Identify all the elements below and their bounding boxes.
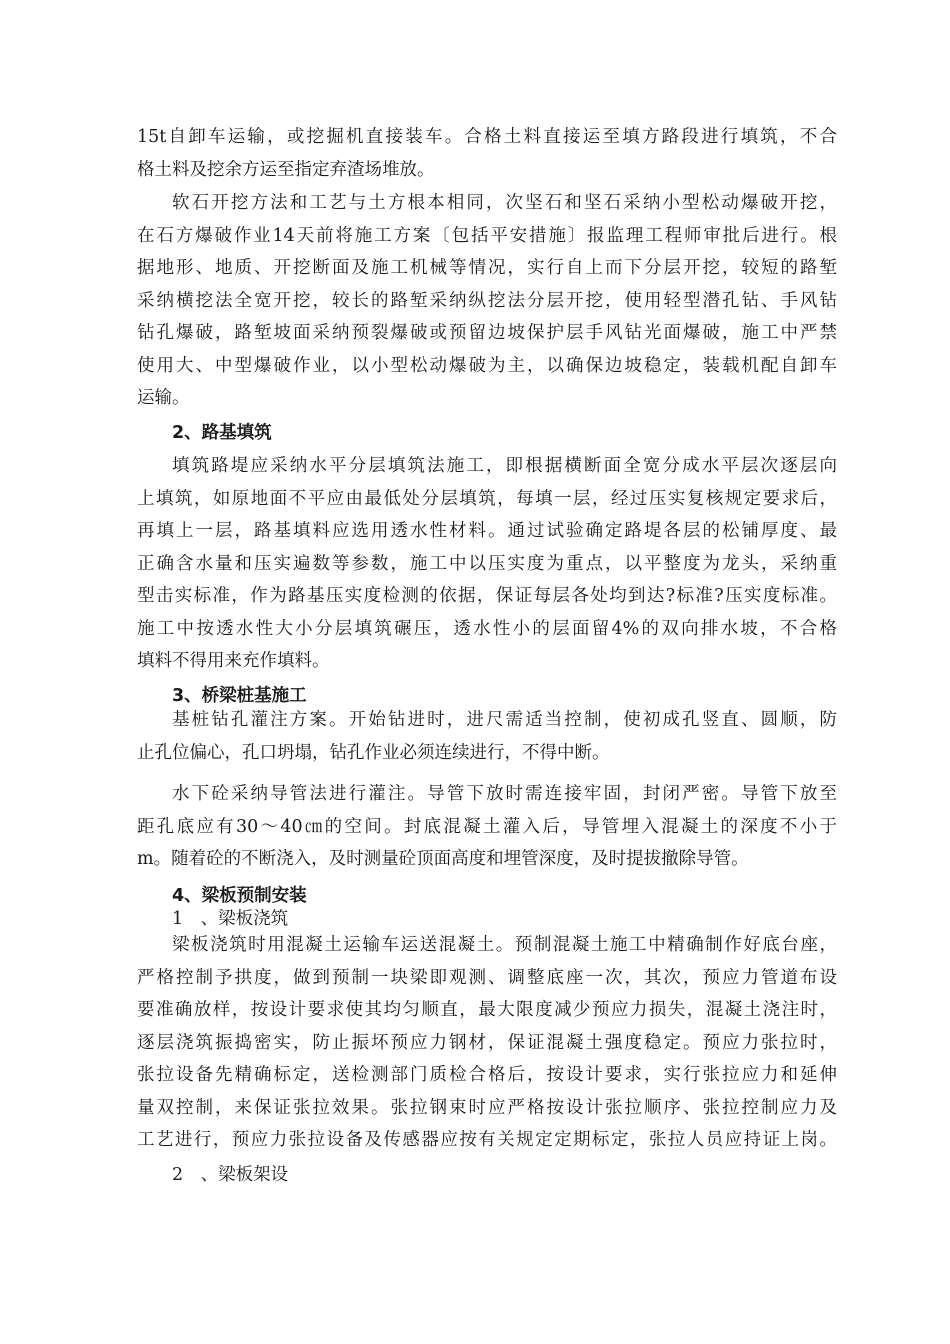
text-line: 钻孔爆破，路堑坡面采纳预裂爆破或预留边坡保护层手风钻光面爆破，施工中严禁 [137, 323, 837, 343]
text-line: 工艺进行，预应力张拉设备及传感器应按有关规定定期标定，张拉人员应持证上岗。 [137, 1130, 837, 1150]
subsection-heading-beam-pouring: 1 、梁板浇筑 [172, 909, 289, 929]
text-line: m。随着砼的不断浇入，及时测量砼顶面高度和埋管深度，及时提拔撤除导管。 [137, 849, 749, 869]
text-line: 格土料及挖余方运至指定弃渣场堆放。 [137, 159, 435, 180]
section-heading-subgrade-fill: 2、路基填筑 [172, 423, 272, 443]
text-line: 张拉设备先精确标定，送检测部门质检合格后，按设计要求，实行张拉应力和延伸 [137, 1065, 837, 1085]
paragraph-drilling [137, 704, 837, 769]
text-line: 止孔位偏心，孔口坍塌，钻孔作业必须连续进行，不得中断。 [137, 742, 610, 763]
paragraph-subgrade-fill [137, 450, 837, 678]
paragraph-earth-transport [137, 121, 837, 186]
text-line: 严格控制予拱度，做到预制一块梁即观测、调整底座一次，其次，预应力管道布设 [137, 967, 837, 988]
text-line: 软石开挖方法和工艺与土方根本相同，次坚石和坚石采纳小型松动爆破开挖， [172, 193, 837, 213]
text-line: 型击实标准，作为路基压实度检测的依据，保证每层各处均到达?标准?压实度标准。 [137, 586, 837, 606]
text-line: 要准确放样，按设计要求使其均匀顺直，最大限度减少预应力损失，混凝土浇注时， [137, 1000, 837, 1020]
text-line: 运输。 [137, 388, 190, 408]
paragraph-rock-excavation [137, 187, 837, 415]
text-line: 再填上一层，路基填料应选用透水性材料。通过试验确定路堤各层的松铺厚度、最 [137, 521, 837, 541]
text-line: 据地形、地质、开挖断面及施工机械等情况，实行自上而下分层开挖，较短的路堑 [137, 258, 837, 278]
text-line: 距孔底应有30～40㎝的空间。封底混凝土灌入后，导管埋入混凝土的深度不小于 [137, 816, 837, 837]
text-line: 施工中按透水性大小分层填筑碾压，透水性小的层面留4%的双向排水坡，不合格 [137, 618, 837, 639]
paragraph-underwater-concrete [137, 778, 837, 876]
text-line: 填筑路堤应采纳水平分层填筑法施工，即根据横断面全宽分成水平层次逐层向 [172, 456, 837, 476]
text-line: 正确含水量和压实遍数等参数，施工中以压实度为重点，以平整度为龙头，采纳重 [137, 553, 837, 574]
text-line: 使用大、中型爆破作业，以小型松动爆破为主，以确保边坡稳定，装载机配自卸车 [137, 355, 837, 376]
section-heading-beam-precast: 4、梁板预制安装 [172, 886, 307, 906]
text-line: 在石方爆破作业14天前将施工方案〔包括平安措施〕报监理工程师审批后进行。根 [137, 225, 837, 246]
text-line: 15t自卸车运输，或挖掘机直接装车。合格土料直接运至填方路段进行填筑，不合 [137, 127, 837, 147]
text-line: 量双控制，来保证张拉效果。张拉钢束时应严格按设计张拉顺序、张拉控制应力及 [137, 1097, 837, 1118]
text-line: 逐层浇筑振捣密实，防止振坏预应力钢材，保证混凝土强度稳定。预应力张拉时， [137, 1032, 837, 1053]
text-line: 水下砼采纳导管法进行灌注。导管下放时需连接牢固，封闭严密。导管下放至 [172, 784, 837, 804]
section-heading-pile-foundation: 3、桥梁桩基施工 [172, 686, 307, 706]
text-line: 基桩钻孔灌注方案。开始钻进时，进尺需适当控制，使初成孔竖直、圆顺，防 [172, 710, 837, 730]
text-line: 采纳横挖法全宽开挖，较长的路堑采纳纵挖法分层开挖，使用轻型潜孔钻、手风钻 [137, 290, 837, 311]
text-line: 填料不得用来充作填料。 [137, 651, 330, 671]
subsection-heading-beam-erection: 2 、梁板架设 [172, 1165, 289, 1185]
text-line: 上填筑，如原地面不平应由最低处分层填筑，每填一层，经过压实复核规定要求后， [137, 488, 837, 509]
paragraph-beam-pouring [137, 929, 837, 1157]
text-line: 梁板浇筑时用混凝土运输车运送混凝土。预制混凝土施工中精确制作好底台座， [172, 935, 837, 955]
